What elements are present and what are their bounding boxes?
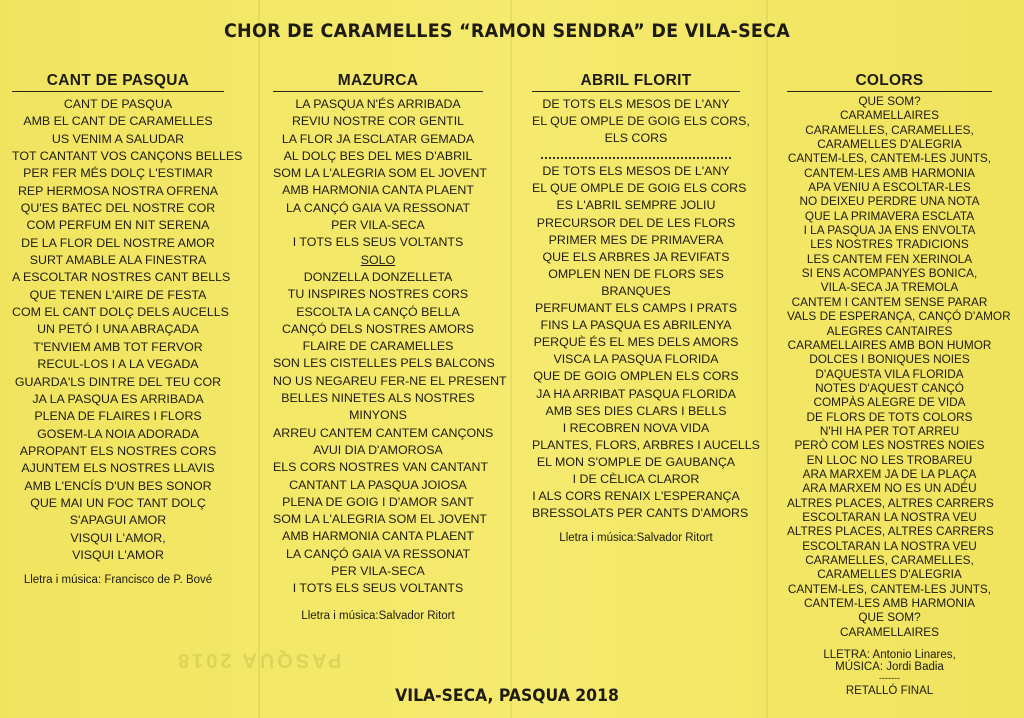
final-note: RETALLÓ FINAL — [845, 685, 934, 698]
lyric-line: GUARDA'LS DINTRE DEL TEU COR — [14, 374, 222, 389]
lyric-line: AMB SES DIES CLARS I BELLS — [545, 403, 727, 418]
lyric-line: CANTEM-LES AMB HARMONIA — [803, 165, 976, 180]
lyric-line: REP HERMOSA NOSTRA OFRENA — [17, 183, 219, 198]
lyric-line: PERFUMANT ELS CAMPS I PRATS — [535, 301, 737, 316]
lyric-line: VISCA LA PASQUA FLORIDA — [553, 352, 719, 367]
lyric-line: ALTRES PLACES, ALTRES CARRERS — [787, 495, 994, 510]
lyric-line: ESCOLTARAN LA NOSTRA VEU — [802, 538, 977, 553]
song-credit-lyrics: LLETRA: Antonio Linares, — [823, 649, 956, 662]
lyric-line: I ALS CORS RENAIX L'ESPERANÇA — [532, 489, 740, 504]
lyric-line: ESCOLTARAN LA NOSTRA VEU — [802, 509, 977, 524]
lyric-line: PLANTES, FLORS, ARBRES I AUCELLS — [532, 437, 760, 452]
lyric-line: LES CANTEM FEN XERINOLA — [806, 251, 973, 266]
lyric-line: I DE CÈLICA CLAROR — [572, 471, 700, 486]
lyric-line: VALS DE ESPERANÇA, CANÇÓ D'AMOR — [787, 309, 1011, 324]
lyric-line: EL MON S'OMPLE DE GAUBANÇA — [536, 454, 736, 469]
lyric-line: BRESSOLATS PER CANTS D'AMORS — [532, 506, 749, 521]
lyric-line: AMB HARMONIA CANTA PLAENT — [282, 183, 474, 198]
lyric-line: FINS LA PASQUA ES ABRILENYA — [540, 318, 732, 333]
lyric-line: N'HI HA PER TOT ARREU — [819, 423, 960, 438]
lyric-line: SOM LA L'ALEGRIA SOM EL JOVENT — [273, 166, 487, 181]
lyric-line: DOLCES I BONIQUES NOIES — [809, 352, 970, 367]
lyric-line: ES L'ABRIL SEMPRE JOLIU — [556, 198, 716, 213]
lyric-line: CARAMELLES, CARAMELLES, — [805, 553, 974, 567]
lyric-line: UN PETÓ I UNA ABRAÇADA — [37, 322, 199, 337]
lyric-line: AMB L'ENCÍS D'UN BES SONOR — [24, 478, 212, 493]
lyric-line: PER FER MÉS DOLÇ L'ESTIMAR — [23, 166, 213, 181]
lyric-line: EN LLOC NO LES TROBAREU — [806, 452, 973, 467]
lyric-line: A ESCOLTAR NOSTRES CANT BELLS — [12, 270, 231, 285]
lyric-line: CANTEM-LES, CANTEM-LES JUNTS, — [787, 581, 992, 596]
lyric-line: CANTEM-LES AMB HARMONIA — [803, 596, 976, 611]
lyric-line: QUE SOM? — [858, 610, 921, 625]
lyric-line: CANTEM-LES, CANTEM-LES JUNTS, — [787, 151, 992, 166]
lyric-line: GOSEM-LA NOIA ADORADA — [37, 426, 199, 441]
lyric-line: ARA MARXEM NO ES UN ADÉU — [802, 481, 977, 496]
lyric-line: I LA PASQUA JA ENS ENVOLTA — [803, 223, 976, 238]
lyric-line: CANTANT LA PASQUA JOIOSA — [289, 477, 467, 492]
lyric-line: CANÇÓ DELS NOSTRES AMORS — [281, 321, 475, 336]
lyric-line: QUE ELS ARBRES JA REVIFATS — [542, 249, 730, 264]
lyric-line: QUE MAI UN FOC TANT DOLÇ — [30, 495, 206, 510]
lyric-line: NOTES D'AQUEST CANÇÓ — [815, 380, 964, 395]
lyric-line: AJUNTEM ELS NOSTRES LLAVIS — [21, 461, 215, 476]
lyric-line: APA VENIU A ESCOLTAR-LES — [808, 180, 971, 195]
song-heading: MAZURCA — [273, 72, 483, 92]
lyric-line: QUE LA PRIMAVERA ESCLATA — [804, 208, 975, 223]
page-title: CHOR DE CARAMELLES “RAMON SENDRA” DE VILA-SECA — [223, 20, 791, 42]
lyric-line: COM PERFUM EN NIT SERENA — [26, 218, 210, 233]
watermark-text: PASQUA 2018 — [175, 649, 342, 671]
lyric-line: T'ENVIEM AMB TOT FERVOR — [33, 339, 203, 354]
lyric-line: PERÒ COM LES NOSTRES NOIES — [794, 438, 985, 453]
lyric-line: JA LA PASQUA ES ARRIBADA — [32, 391, 204, 406]
lyric-line: CARAMELLAIRES — [840, 624, 939, 639]
lyric-line: PLENA DE GOIG I D'AMOR SANT — [282, 494, 474, 509]
lyric-line: LA PASQUA N'ÉS ARRIBADA — [295, 97, 461, 111]
lyric-line: DE LA FLOR DEL NOSTRE AMOR — [21, 235, 215, 250]
lyric-line: ALTRES PLACES, ALTRES CARRERS — [787, 524, 994, 539]
lyric-line: SOM LA L'ALEGRIA SOM EL JOVENT — [273, 512, 487, 527]
lyric-line: QUE DE GOIG OMPLEN ELS CORS — [533, 369, 739, 384]
lyric-line: ALEGRES CANTAIRES — [826, 323, 953, 338]
lyric-line: US VENIM A SALUDAR — [51, 131, 185, 146]
lyric-line: NO US NEGAREU FER-NE EL PRESENT — [273, 373, 507, 388]
lyric-line: VISQUI L'AMOR — [72, 547, 164, 562]
song-colors — [787, 72, 1011, 698]
lyric-line: ESCOLTA LA CANÇÓ BELLA — [296, 304, 460, 319]
lyric-line: PERQUÈ ÉS EL MES DELS AMORS — [533, 335, 739, 350]
lyric-line: ELS CORS — [604, 131, 668, 146]
song-abril-florit — [532, 72, 760, 545]
song-lyrics — [273, 96, 507, 598]
lyric-line: APROPANT ELS NOSTRES CORS — [19, 443, 217, 458]
lyric-line: VILA-SECA JA TREMOLA — [820, 280, 959, 295]
lyric-line: PER VILA-SECA — [331, 218, 425, 233]
song-lyrics — [532, 163, 760, 522]
fold-line — [766, 0, 768, 718]
lyric-line: QUE TENEN L'AIRE DE FESTA — [29, 287, 207, 302]
lyric-line: CANT DE PASQUA — [63, 97, 173, 111]
lyric-line: TU INSPIRES NOSTRES CORS — [287, 287, 469, 302]
lyric-line: COM EL CANT DOLÇ DELS AUCELLS — [12, 305, 229, 320]
lyric-line: ARREU CANTEM CANTEM CANÇONS — [273, 425, 494, 440]
fold-line — [510, 0, 512, 718]
lyric-line: PRIMER MES DE PRIMAVERA — [548, 232, 724, 247]
lyric-line: LA CANÇÓ GAIA VA RESSONAT — [285, 546, 471, 561]
lyric-line: CARAMELLES D'ALEGRIA — [817, 137, 962, 152]
lyric-line: DE FLORS DE TOTS COLORS — [806, 409, 973, 424]
song-lyrics — [12, 96, 243, 564]
lyric-line: NO DEIXEU PERDRE UNA NOTA — [799, 194, 980, 209]
lyric-line: CANTEM I CANTEM SENSE PARAR — [791, 294, 988, 309]
lyric-line: DE TOTS ELS MESOS DE L'ANY — [542, 97, 730, 111]
song-heading: ABRIL FLORIT — [532, 72, 740, 92]
lyric-line: SI ENS ACOMPANYES BONICA, — [801, 266, 978, 281]
lyric-line: DONZELLA DONZELLETA — [303, 269, 453, 284]
lyric-line: FLAIRE DE CARAMELLES — [302, 339, 454, 354]
lyric-line: ELS CORS NOSTRES VAN CANTANT — [273, 460, 489, 475]
song-mazurca — [273, 72, 507, 622]
lyric-line: REVIU NOSTRE COR GENTIL — [291, 114, 465, 129]
lyric-line: LA CANÇÓ GAIA VA RESSONAT — [285, 200, 471, 215]
lyric-line: DE TOTS ELS MESOS DE L'ANY — [542, 164, 730, 179]
footer-place-date: VILA-SECA, PASQUA 2018 — [395, 686, 619, 706]
lyric-line: TOT CANTANT VOS CANÇONS BELLES — [12, 149, 243, 164]
song-intro — [532, 96, 750, 147]
lyric-line: AMB EL CANT DE CARAMELLES — [23, 114, 213, 129]
song-credit: Lletra i música: Francisco de P. Bové — [23, 574, 213, 587]
lyric-line: BELLES NINETES ALS NOSTRES — [281, 391, 475, 406]
lyric-line: I RECOBREN NOVA VIDA — [562, 420, 710, 435]
song-heading: COLORS — [787, 72, 992, 92]
lyric-line: SON LES CISTELLES PELS BALCONS — [273, 356, 495, 371]
lyric-line: LES NOSTRES TRADICIONS — [810, 237, 969, 252]
lyric-line: SOLO — [360, 252, 396, 267]
song-cant-de-pasqua — [12, 72, 243, 587]
song-heading: CANT DE PASQUA — [12, 72, 224, 92]
song-credit: Lletra i música:Salvador Ritort — [301, 609, 455, 622]
lyric-line: ARA MARXEM JA DE LA PLAÇA — [802, 466, 977, 481]
fold-line — [258, 0, 260, 718]
lyric-line: OMPLEN NEN DE FLORS SES — [548, 266, 724, 281]
dotted-divider — [541, 157, 731, 159]
lyric-line: JA HA ARRIBAT PASQUA FLORIDA — [536, 386, 736, 401]
lyric-line: QUE SOM? — [858, 94, 921, 108]
lyric-line: CARAMELLES, CARAMELLES, — [805, 122, 974, 137]
song-credit-music: MÚSICA: Jordi Badia — [835, 661, 944, 674]
lyric-line: QU'ES BATEC DEL NOSTRE COR — [20, 201, 216, 216]
lyric-line: EL QUE OMPLE DE GOIG ELS CORS — [532, 181, 747, 196]
lyric-line: VISQUI L'AMOR, — [70, 530, 166, 545]
lyric-line: PRECURSOR DEL DE LES FLORS — [536, 215, 736, 230]
lyric-line: LA FLOR JA ESCLATAR GEMADA — [281, 131, 475, 146]
lyric-line: COMPÀS ALEGRE DE VIDA — [813, 395, 966, 410]
lyric-line: PER VILA-SECA — [331, 564, 425, 579]
lyric-line: SURT AMABLE ALA FINESTRA — [29, 253, 207, 268]
lyric-line: CARAMELLAIRES — [840, 108, 939, 123]
song-credit: Lletra i música:Salvador Ritort — [559, 532, 713, 545]
lyric-line: CARAMELLES D'ALEGRIA — [817, 567, 962, 582]
lyric-line: CARAMELLAIRES AMB BON HUMOR — [787, 337, 992, 352]
lyric-line: PLENA DE FLAIRES I FLORS — [34, 409, 202, 424]
lyric-line: S'APAGUI AMOR — [69, 513, 167, 528]
lyric-line: AMB HARMONIA CANTA PLAENT — [282, 529, 474, 544]
lyric-line: I TOTS ELS SEUS VOLTANTS — [292, 235, 464, 250]
lyric-line: D'AQUESTA VILA FLORIDA — [815, 366, 964, 381]
lyric-line: RECUL-LOS I A LA VEGADA — [37, 357, 199, 372]
lyric-line: BRANQUES — [601, 283, 671, 298]
lyric-line: I TOTS ELS SEUS VOLTANTS — [292, 581, 464, 596]
separator: ------- — [879, 673, 900, 684]
lyric-line: EL QUE OMPLE DE GOIG ELS CORS, — [532, 114, 750, 129]
lyric-line: MINYONS — [349, 408, 407, 423]
lyric-line: AL DOLÇ BES DEL MES D'ABRIL — [283, 148, 473, 163]
lyric-line: AVUI DIA D'AMOROSA — [313, 442, 443, 457]
song-lyrics — [787, 94, 1011, 639]
